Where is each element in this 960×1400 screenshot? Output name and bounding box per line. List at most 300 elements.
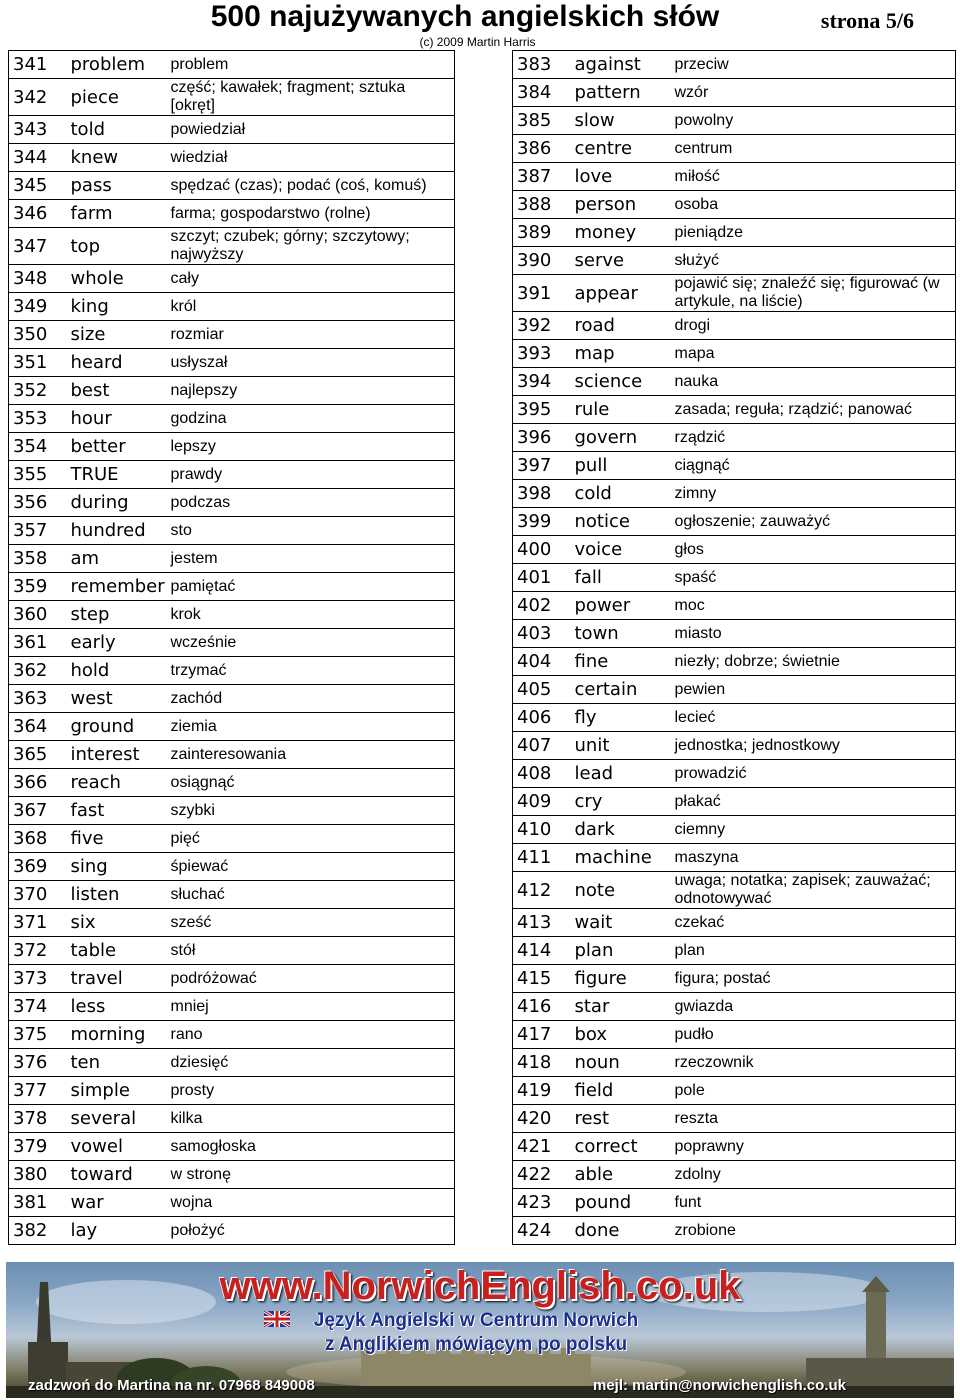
word-row xyxy=(9,517,455,545)
polish-translation: centrum xyxy=(671,135,956,163)
polish-translation: część; kawałek; fragment; sztuka [okręt] xyxy=(167,79,455,116)
word-row xyxy=(9,657,455,685)
polish-translation: krok xyxy=(167,601,455,629)
word-row xyxy=(513,368,956,396)
word-row xyxy=(513,1021,956,1049)
polish-translation: trzymać xyxy=(167,657,455,685)
word-number: 416 xyxy=(513,993,571,1021)
english-word: appear xyxy=(571,275,671,312)
polish-translation: ciągnąć xyxy=(671,452,956,480)
word-number: 363 xyxy=(9,685,67,713)
english-word: fine xyxy=(571,648,671,676)
polish-translation: pole xyxy=(671,1077,956,1105)
polish-translation: wiedział xyxy=(167,144,455,172)
polish-translation: gwiazda xyxy=(671,993,956,1021)
word-row xyxy=(9,545,455,573)
word-row xyxy=(9,741,455,769)
word-number: 389 xyxy=(513,219,571,247)
word-number: 343 xyxy=(9,116,67,144)
word-row xyxy=(513,247,956,275)
word-row xyxy=(9,461,455,489)
polish-translation: zasada; reguła; rządzić; panować xyxy=(671,396,956,424)
english-word: king xyxy=(67,293,167,321)
word-row xyxy=(513,965,956,993)
word-row xyxy=(513,396,956,424)
english-word: toward xyxy=(67,1161,167,1189)
word-row xyxy=(513,844,956,872)
polish-translation: reszta xyxy=(671,1105,956,1133)
polish-translation: zrobione xyxy=(671,1217,956,1245)
word-row xyxy=(9,601,455,629)
polish-translation: cały xyxy=(167,265,455,293)
word-number: 419 xyxy=(513,1077,571,1105)
english-word: box xyxy=(571,1021,671,1049)
word-number: 375 xyxy=(9,1021,67,1049)
polish-translation: pudło xyxy=(671,1021,956,1049)
english-word: heard xyxy=(67,349,167,377)
polish-translation: czekać xyxy=(671,909,956,937)
polish-translation: król xyxy=(167,293,455,321)
english-word: size xyxy=(67,321,167,349)
word-number: 348 xyxy=(9,265,67,293)
english-word: note xyxy=(571,872,671,909)
polish-translation: nauka xyxy=(671,368,956,396)
banner-subtagline: z Anglikiem mówiącym po polsku xyxy=(324,1334,628,1355)
word-row xyxy=(9,1021,455,1049)
polish-translation: osoba xyxy=(671,191,956,219)
word-row xyxy=(9,433,455,461)
word-row xyxy=(513,1217,956,1245)
word-row xyxy=(9,825,455,853)
polish-translation: moc xyxy=(671,592,956,620)
english-word: map xyxy=(571,340,671,368)
polish-translation: przeciw xyxy=(671,51,956,79)
polish-translation: sto xyxy=(167,517,455,545)
word-number: 422 xyxy=(513,1161,571,1189)
polish-translation: dziesięć xyxy=(167,1049,455,1077)
word-row xyxy=(513,1105,956,1133)
polish-translation: szybki xyxy=(167,797,455,825)
word-number: 369 xyxy=(9,853,67,881)
word-number: 396 xyxy=(513,424,571,452)
polish-translation: szczyt; czubek; górny; szczytowy; najwyższy xyxy=(167,228,455,265)
word-row xyxy=(9,349,455,377)
word-number: 367 xyxy=(9,797,67,825)
polish-translation: prawdy xyxy=(167,461,455,489)
polish-translation: wzór xyxy=(671,79,956,107)
polish-translation: służyć xyxy=(671,247,956,275)
polish-translation: powiedział xyxy=(167,116,455,144)
word-number: 390 xyxy=(513,247,571,275)
english-word: morning xyxy=(67,1021,167,1049)
polish-translation: lepszy xyxy=(167,433,455,461)
word-number: 344 xyxy=(9,144,67,172)
english-word: fly xyxy=(571,704,671,732)
word-number: 360 xyxy=(9,601,67,629)
word-row xyxy=(513,135,956,163)
english-word: knew xyxy=(67,144,167,172)
word-row xyxy=(9,797,455,825)
polish-translation: miłość xyxy=(671,163,956,191)
polish-translation: głos xyxy=(671,536,956,564)
polish-translation: osiągnąć xyxy=(167,769,455,797)
word-number: 394 xyxy=(513,368,571,396)
english-word: against xyxy=(571,51,671,79)
polish-translation: pojawić się; znaleźć się; figurować (w artykule, na liście) xyxy=(671,275,956,312)
word-row xyxy=(513,732,956,760)
english-word: correct xyxy=(571,1133,671,1161)
english-word: hold xyxy=(67,657,167,685)
word-row xyxy=(9,713,455,741)
page-title: 500 najużywanych angielskich słów xyxy=(210,0,720,33)
polish-translation: jestem xyxy=(167,545,455,573)
word-row xyxy=(9,1077,455,1105)
polish-translation: słuchać xyxy=(167,881,455,909)
word-row xyxy=(513,340,956,368)
polish-translation: godzina xyxy=(167,405,455,433)
website-link[interactable]: www.NorwichEnglish.co.uk xyxy=(219,1264,741,1308)
word-row xyxy=(9,1049,455,1077)
word-number: 365 xyxy=(9,741,67,769)
english-word: fast xyxy=(67,797,167,825)
english-word: less xyxy=(67,993,167,1021)
word-row xyxy=(9,573,455,601)
polish-translation: płakać xyxy=(671,788,956,816)
word-row xyxy=(513,788,956,816)
polish-translation: pieniądze xyxy=(671,219,956,247)
word-number: 405 xyxy=(513,676,571,704)
word-row xyxy=(9,405,455,433)
word-number: 376 xyxy=(9,1049,67,1077)
word-number: 374 xyxy=(9,993,67,1021)
english-word: able xyxy=(571,1161,671,1189)
english-word: town xyxy=(571,620,671,648)
word-row xyxy=(513,816,956,844)
english-word: six xyxy=(67,909,167,937)
word-number: 384 xyxy=(513,79,571,107)
english-word: problem xyxy=(67,51,167,79)
word-number: 400 xyxy=(513,536,571,564)
polish-translation: powolny xyxy=(671,107,956,135)
english-word: vowel xyxy=(67,1133,167,1161)
word-row xyxy=(513,79,956,107)
english-word: ten xyxy=(67,1049,167,1077)
polish-translation: podczas xyxy=(167,489,455,517)
word-row xyxy=(9,293,455,321)
english-word: certain xyxy=(571,676,671,704)
polish-translation: wcześnie xyxy=(167,629,455,657)
word-number: 380 xyxy=(9,1161,67,1189)
word-row xyxy=(513,620,956,648)
word-number: 411 xyxy=(513,844,571,872)
word-number: 371 xyxy=(9,909,67,937)
polish-translation: podróżować xyxy=(167,965,455,993)
polish-translation: rządzić xyxy=(671,424,956,452)
banner-tagline: Język Angielski w Centrum Norwich xyxy=(313,1310,639,1331)
word-number: 361 xyxy=(9,629,67,657)
word-row xyxy=(9,1217,455,1245)
english-word: figure xyxy=(571,965,671,993)
polish-translation: wojna xyxy=(167,1189,455,1217)
polish-translation: lecieć xyxy=(671,704,956,732)
word-number: 412 xyxy=(513,872,571,909)
polish-translation: stół xyxy=(167,937,455,965)
word-number: 392 xyxy=(513,312,571,340)
word-row xyxy=(9,1161,455,1189)
polish-translation: miasto xyxy=(671,620,956,648)
english-word: reach xyxy=(67,769,167,797)
english-word: fall xyxy=(571,564,671,592)
english-word: lay xyxy=(67,1217,167,1245)
word-row xyxy=(513,508,956,536)
polish-translation: zainteresowania xyxy=(167,741,455,769)
word-number: 407 xyxy=(513,732,571,760)
word-row xyxy=(513,1161,956,1189)
english-word: whole xyxy=(67,265,167,293)
word-row xyxy=(9,144,455,172)
english-word: money xyxy=(571,219,671,247)
word-number: 421 xyxy=(513,1133,571,1161)
word-number: 358 xyxy=(9,545,67,573)
polish-translation: jednostka; jednostkowy xyxy=(671,732,956,760)
english-word: step xyxy=(67,601,167,629)
polish-translation: rzeczownik xyxy=(671,1049,956,1077)
english-word: during xyxy=(67,489,167,517)
word-number: 353 xyxy=(9,405,67,433)
word-number: 404 xyxy=(513,648,571,676)
phone-contact[interactable]: zadzwoń do Martina na nr. 07968 849008 xyxy=(28,1377,315,1394)
word-row xyxy=(513,676,956,704)
english-word: road xyxy=(571,312,671,340)
polish-translation: kilka xyxy=(167,1105,455,1133)
advert-banner[interactable] xyxy=(6,1262,954,1398)
word-number: 409 xyxy=(513,788,571,816)
english-word: dark xyxy=(571,816,671,844)
polish-translation: poprawny xyxy=(671,1133,956,1161)
english-word: piece xyxy=(67,79,167,116)
word-row xyxy=(513,872,956,909)
word-number: 395 xyxy=(513,396,571,424)
english-word: slow xyxy=(571,107,671,135)
word-row xyxy=(513,51,956,79)
english-word: pattern xyxy=(571,79,671,107)
word-row xyxy=(9,228,455,265)
english-word: love xyxy=(571,163,671,191)
english-word: west xyxy=(67,685,167,713)
english-word: pull xyxy=(571,452,671,480)
english-word: star xyxy=(571,993,671,1021)
word-number: 393 xyxy=(513,340,571,368)
word-number: 382 xyxy=(9,1217,67,1245)
word-number: 386 xyxy=(513,135,571,163)
word-row xyxy=(513,536,956,564)
polish-translation: najlepszy xyxy=(167,377,455,405)
english-word: better xyxy=(67,433,167,461)
english-word: farm xyxy=(67,200,167,228)
english-word: centre xyxy=(571,135,671,163)
word-number: 345 xyxy=(9,172,67,200)
english-word: notice xyxy=(571,508,671,536)
word-number: 357 xyxy=(9,517,67,545)
word-number: 342 xyxy=(9,79,67,116)
english-word: am xyxy=(67,545,167,573)
word-number: 378 xyxy=(9,1105,67,1133)
page-number: strona 5/6 xyxy=(820,8,914,33)
english-word: machine xyxy=(571,844,671,872)
word-row xyxy=(513,993,956,1021)
word-row xyxy=(9,51,455,79)
word-row xyxy=(9,881,455,909)
word-number: 362 xyxy=(9,657,67,685)
polish-translation: figura; postać xyxy=(671,965,956,993)
english-word: serve xyxy=(571,247,671,275)
word-number: 346 xyxy=(9,200,67,228)
word-number: 391 xyxy=(513,275,571,312)
english-word: done xyxy=(571,1217,671,1245)
word-row xyxy=(513,275,956,312)
word-number: 366 xyxy=(9,769,67,797)
word-number: 347 xyxy=(9,228,67,265)
english-word: remember xyxy=(67,573,167,601)
word-row xyxy=(513,480,956,508)
polish-translation: śpiewać xyxy=(167,853,455,881)
english-word: person xyxy=(571,191,671,219)
word-number: 372 xyxy=(9,937,67,965)
english-word: science xyxy=(571,368,671,396)
english-word: top xyxy=(67,228,167,265)
word-number: 383 xyxy=(513,51,571,79)
word-number: 373 xyxy=(9,965,67,993)
polish-translation: spędzać (czas); podać (coś, komuś) xyxy=(167,172,455,200)
word-row xyxy=(513,564,956,592)
english-word: govern xyxy=(571,424,671,452)
word-row xyxy=(9,1189,455,1217)
english-word: lead xyxy=(571,760,671,788)
word-number: 399 xyxy=(513,508,571,536)
word-row xyxy=(9,79,455,116)
word-number: 351 xyxy=(9,349,67,377)
email-contact[interactable]: mejl: martin@norwichenglish.co.uk xyxy=(592,1377,846,1394)
polish-translation: ciemny xyxy=(671,816,956,844)
word-number: 354 xyxy=(9,433,67,461)
word-number: 401 xyxy=(513,564,571,592)
english-word: noun xyxy=(571,1049,671,1077)
english-word: told xyxy=(67,116,167,144)
word-number: 410 xyxy=(513,816,571,844)
union-jack-icon xyxy=(264,1311,290,1327)
english-word: early xyxy=(67,629,167,657)
polish-translation: farma; gospodarstwo (rolne) xyxy=(167,200,455,228)
english-word: war xyxy=(67,1189,167,1217)
word-number: 420 xyxy=(513,1105,571,1133)
english-word: rule xyxy=(571,396,671,424)
polish-translation: prowadzić xyxy=(671,760,956,788)
word-row xyxy=(513,1133,956,1161)
english-word: five xyxy=(67,825,167,853)
english-word: simple xyxy=(67,1077,167,1105)
english-word: hundred xyxy=(67,517,167,545)
word-row xyxy=(9,685,455,713)
word-number: 355 xyxy=(9,461,67,489)
word-row xyxy=(9,1133,455,1161)
word-number: 364 xyxy=(9,713,67,741)
english-word: pass xyxy=(67,172,167,200)
english-word: voice xyxy=(571,536,671,564)
polish-translation: rano xyxy=(167,1021,455,1049)
word-number: 352 xyxy=(9,377,67,405)
word-row xyxy=(9,769,455,797)
polish-translation: prosty xyxy=(167,1077,455,1105)
english-word: TRUE xyxy=(67,461,167,489)
word-table-right xyxy=(512,50,956,1245)
word-row xyxy=(9,629,455,657)
word-row xyxy=(9,909,455,937)
polish-translation: usłyszał xyxy=(167,349,455,377)
english-word: rest xyxy=(571,1105,671,1133)
word-row xyxy=(513,219,956,247)
word-number: 423 xyxy=(513,1189,571,1217)
polish-translation: zachód xyxy=(167,685,455,713)
polish-translation: ogłoszenie; zauważyć xyxy=(671,508,956,536)
word-row xyxy=(9,377,455,405)
polish-translation: w stronę xyxy=(167,1161,455,1189)
word-row xyxy=(9,937,455,965)
word-number: 418 xyxy=(513,1049,571,1077)
word-number: 387 xyxy=(513,163,571,191)
word-row xyxy=(513,424,956,452)
english-word: cold xyxy=(571,480,671,508)
polish-translation: pewien xyxy=(671,676,956,704)
polish-translation: pamiętać xyxy=(167,573,455,601)
word-number: 385 xyxy=(513,107,571,135)
polish-translation: samogłoska xyxy=(167,1133,455,1161)
polish-translation: zimny xyxy=(671,480,956,508)
word-number: 413 xyxy=(513,909,571,937)
word-number: 341 xyxy=(9,51,67,79)
polish-translation: położyć xyxy=(167,1217,455,1245)
word-number: 370 xyxy=(9,881,67,909)
word-number: 368 xyxy=(9,825,67,853)
word-row xyxy=(513,1049,956,1077)
word-number: 356 xyxy=(9,489,67,517)
word-row xyxy=(513,909,956,937)
word-row xyxy=(513,648,956,676)
polish-translation: drogi xyxy=(671,312,956,340)
english-word: listen xyxy=(67,881,167,909)
word-number: 402 xyxy=(513,592,571,620)
polish-translation: rozmiar xyxy=(167,321,455,349)
word-row xyxy=(513,452,956,480)
english-word: ground xyxy=(67,713,167,741)
word-number: 359 xyxy=(9,573,67,601)
word-row xyxy=(513,704,956,732)
english-word: travel xyxy=(67,965,167,993)
word-number: 406 xyxy=(513,704,571,732)
word-row xyxy=(9,172,455,200)
word-number: 397 xyxy=(513,452,571,480)
word-row xyxy=(9,200,455,228)
word-number: 417 xyxy=(513,1021,571,1049)
polish-translation: pięć xyxy=(167,825,455,853)
polish-translation: mniej xyxy=(167,993,455,1021)
word-number: 379 xyxy=(9,1133,67,1161)
word-row xyxy=(513,191,956,219)
word-number: 350 xyxy=(9,321,67,349)
word-row xyxy=(513,312,956,340)
polish-translation: niezły; dobrze; świetnie xyxy=(671,648,956,676)
word-row xyxy=(9,116,455,144)
word-row xyxy=(513,107,956,135)
